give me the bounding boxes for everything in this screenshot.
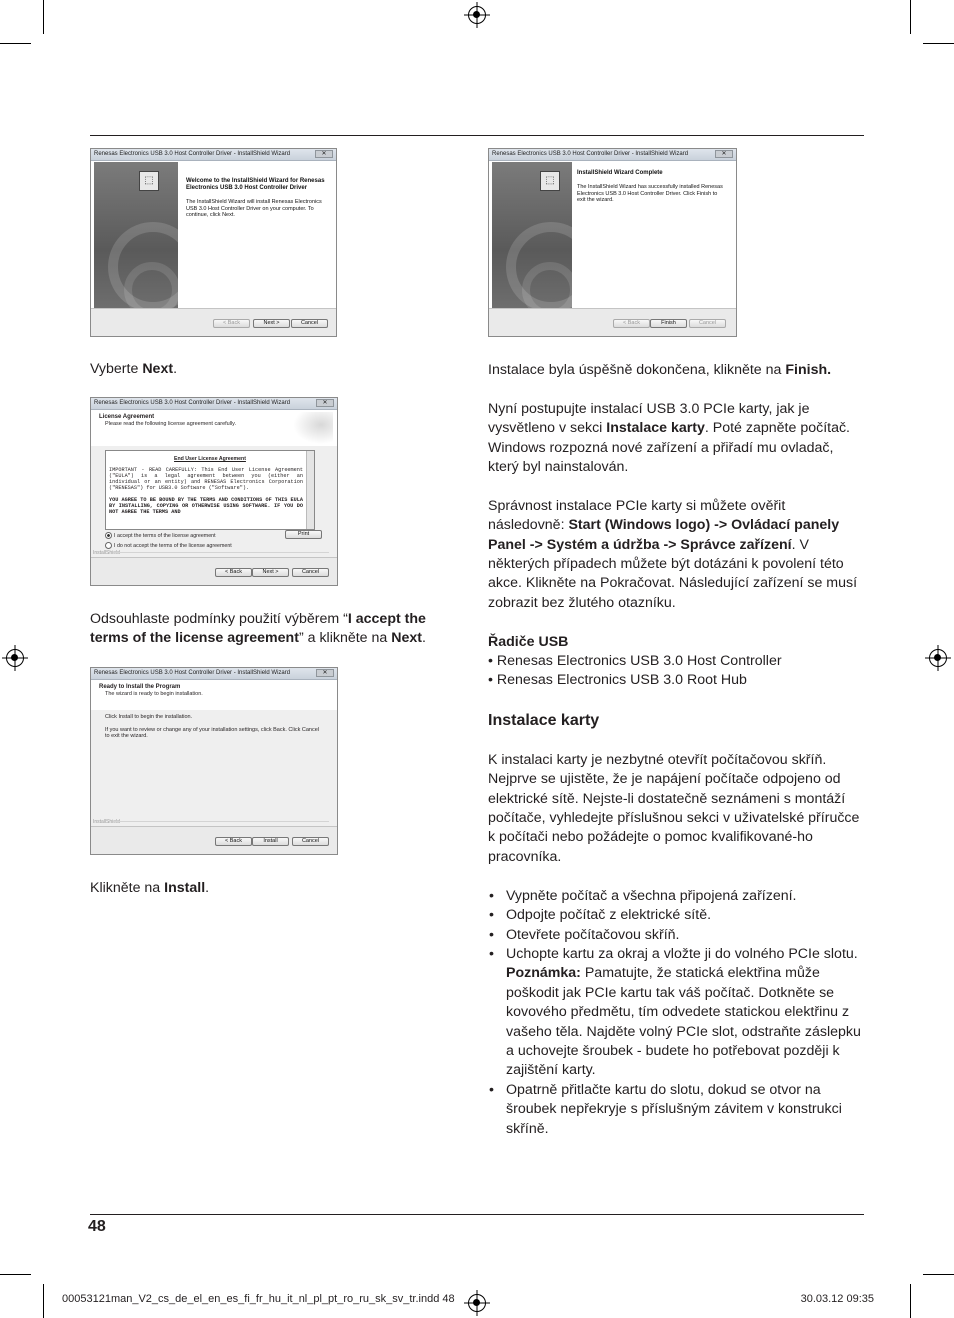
crop-mark bbox=[43, 1284, 44, 1318]
wizard-body bbox=[91, 446, 337, 558]
divider bbox=[113, 552, 329, 553]
list-item: • Otevřete počítačovou skříň. bbox=[488, 926, 864, 945]
eula-paragraph: IMPORTANT - READ CAREFULLY: This End User License Agreement ("EULA") is a legal agreement between you (either an individual or an entity) and RENESAS Electronics Corporation ("RENESAS") for USB3.0 Software ("Software"). bbox=[109, 467, 303, 491]
registration-mark-icon bbox=[468, 6, 486, 24]
crop-mark bbox=[910, 0, 911, 34]
bottom-rule bbox=[90, 1214, 864, 1215]
wizard-heading: InstallShield Wizard Complete bbox=[577, 170, 663, 176]
cancel-button[interactable]: Cancel bbox=[292, 837, 329, 846]
screenshot-complete bbox=[488, 148, 737, 337]
installshield-label: InstallShield bbox=[93, 819, 120, 825]
crop-mark bbox=[0, 1274, 31, 1275]
crop-mark bbox=[910, 1284, 911, 1318]
installer-logo-icon: ⬚ bbox=[540, 171, 560, 191]
scrollbar[interactable] bbox=[306, 451, 314, 529]
ready-line: Click Install to begin the installation. bbox=[105, 714, 193, 720]
back-button[interactable]: < Back bbox=[215, 568, 252, 577]
crop-mark bbox=[923, 43, 954, 44]
wizard-heading: License Agreement bbox=[99, 414, 155, 420]
ready-line: If you want to review or change any of your installation settings, click Back. Click Cancel to exit the wizard. bbox=[105, 726, 319, 739]
finish-paragraph: Instalace byla úspěšně dokončena, klikněte na Finish. bbox=[488, 362, 832, 378]
registration-mark-icon bbox=[6, 649, 24, 667]
screenshot-welcome bbox=[90, 148, 337, 337]
close-icon[interactable]: ✕ bbox=[316, 399, 334, 407]
screenshot-license bbox=[90, 397, 338, 586]
license-text-box[interactable] bbox=[105, 450, 315, 530]
wizard-heading: Ready to Install the Program bbox=[99, 684, 181, 690]
print-button[interactable]: Print bbox=[285, 530, 322, 539]
section-title: Instalace karty bbox=[488, 711, 600, 729]
wizard-footer bbox=[91, 826, 337, 854]
list-item: • Vypněte počítač a všechna připojená zařízení. bbox=[488, 887, 864, 906]
screenshot-ready bbox=[90, 667, 338, 855]
window-title: Renesas Electronics USB 3.0 Host Controller Driver - InstallShield Wizard ✕ bbox=[91, 149, 336, 161]
installer-logo-icon: ⬚ bbox=[139, 171, 159, 191]
footer-date: 30.03.12 09:35 bbox=[800, 1293, 874, 1305]
back-button[interactable]: < Back bbox=[215, 837, 252, 846]
drivers-title: Řadiče USB bbox=[488, 633, 569, 650]
window-title: Renesas Electronics USB 3.0 Host Controller Driver - InstallShield Wizard ✕ bbox=[91, 398, 337, 410]
finish-button[interactable]: Finish bbox=[650, 319, 687, 328]
window-title: Renesas Electronics USB 3.0 Host Controller Driver - InstallShield Wizard ✕ bbox=[91, 668, 337, 680]
wizard-subheading: Please read the following license agreement carefully. bbox=[105, 421, 237, 427]
wizard-side-image bbox=[492, 162, 572, 309]
registration-mark-icon bbox=[468, 1294, 486, 1312]
cancel-button[interactable]: Cancel bbox=[291, 319, 328, 328]
wizard-footer bbox=[91, 557, 337, 585]
eula-paragraph: YOU AGREE TO BE BOUND BY THE TERMS AND CONDITIONS OF THIS EULA BY INSTALLING, COPYING OR OTHERWISE USING SOFTWARE. IF YOU DO NOT AGREE THE TERMS AND bbox=[109, 497, 303, 515]
back-button[interactable]: < Back bbox=[613, 319, 650, 328]
registration-mark-icon bbox=[929, 649, 947, 667]
card-intro-paragraph: K instalaci karty je nezbytné otevřít počítačovou skříň. Nejprve se ujistěte, že je napájení počítače odpojeno od elektrické sítě. Nejste-li dostatečně seznámeni s montáží počítače, vyhledejte příslušnou sekci v uživatelské příručce k počítači nebo požádejte o pomoc kvalifikované-ho pracovníka. bbox=[488, 751, 860, 865]
caption-install: Klikněte na Install. bbox=[90, 880, 210, 896]
list-item: • Odpojte počítač z elektrické sítě. bbox=[488, 906, 864, 925]
wizard-subheading: The wizard is ready to begin installation. bbox=[105, 691, 203, 697]
accept-radio[interactable]: I accept the terms of the license agreement bbox=[105, 532, 216, 539]
installshield-label: InstallShield bbox=[93, 550, 120, 556]
top-rule bbox=[90, 135, 864, 136]
card-install-paragraph: Nyní postupujte instalací USB 3.0 PCIe karty, jak je vysvětleno v sekci Instalace karty. Poté zapněte počítač. Windows rozpozná nové zařízení a přiřadí mu ovladač, který byl nainstalován. bbox=[488, 400, 850, 476]
verify-paragraph: Správnost instalace PCIe karty si můžete ověřit následovně: Start (Windows logo) -> Ovládací panely Panel -> Systém a údržba -> Správce zařízení. V některých případech můžete být dotázáni k povolení této akce. Klikněte na Pokračovat. Následující zařízení se musí zobrazit bez žlutého otazníku. bbox=[488, 497, 858, 611]
page-number: 48 bbox=[88, 1218, 106, 1235]
driver-item: • Renesas Electronics USB 3.0 Host Controller bbox=[488, 653, 782, 670]
next-button[interactable]: Next > bbox=[253, 319, 290, 328]
back-button[interactable]: < Back bbox=[213, 319, 250, 328]
close-icon[interactable]: ✕ bbox=[715, 150, 733, 158]
next-button[interactable]: Next > bbox=[252, 568, 289, 577]
list-item: • Opatrně přitlačte kartu do slotu, dokud se otvor na šroubek nepřekryje s příslušným závitem v konstrukci skříně. bbox=[488, 1081, 864, 1139]
close-icon[interactable]: ✕ bbox=[316, 669, 334, 677]
list-item: • Uchopte kartu za okraj a vložte ji do volného PCIe slotu. Poznámka: Pamatujte, že statická elektřina může poškodit jak PCIe kartu tak váš počítač. Dotkněte se kovového předmětu, tím odvedete statickou elektřinu z vašeho těla. Najděte volný PCIe slot, odstraňte záslepku a uchovejte šroubek - budete ho potřebovat později k zajištění karty. bbox=[488, 945, 864, 1081]
wizard-body bbox=[91, 710, 337, 827]
decline-radio[interactable]: I do not accept the terms of the license agreement bbox=[105, 542, 232, 549]
eula-title: End User License Agreement bbox=[174, 456, 246, 462]
window-title: Renesas Electronics USB 3.0 Host Controller Driver - InstallShield Wizard ✕ bbox=[489, 149, 736, 161]
cancel-button[interactable]: Cancel bbox=[689, 319, 726, 328]
header-graphic bbox=[293, 412, 333, 444]
close-icon[interactable]: ✕ bbox=[315, 150, 333, 158]
wizard-side-image bbox=[94, 162, 178, 309]
cancel-button[interactable]: Cancel bbox=[292, 568, 329, 577]
wizard-heading: Welcome to the InstallShield Wizard for Renesas Electronics USB 3.0 Host Controller Driver bbox=[186, 178, 325, 191]
crop-mark bbox=[0, 43, 31, 44]
install-button[interactable]: Install bbox=[252, 837, 289, 846]
steps-list bbox=[488, 887, 864, 1139]
divider bbox=[113, 821, 329, 822]
right-column bbox=[488, 361, 864, 1139]
footer-file-info: 00053121man_V2_cs_de_el_en_es_fi_fr_hu_it_nl_pl_pt_ro_ru_sk_sv_tr.indd 48 bbox=[62, 1293, 455, 1305]
wizard-body: The InstallShield Wizard has successfully installed Renesas Electronics USB 3.0 Host Controller Driver. Click Finish to exit the wizard. bbox=[577, 184, 723, 203]
crop-mark bbox=[923, 1274, 954, 1275]
wizard-body: The InstallShield Wizard will install Renesas Electronics USB 3.0 Host Controller Driver on your computer. To continue, click Next. bbox=[186, 199, 322, 218]
driver-item: • Renesas Electronics USB 3.0 Root Hub bbox=[488, 672, 747, 689]
caption-accept: Odsouhlaste podmínky použití výběrem “I accept the terms of the license agreement” a klikněte na Next. bbox=[90, 611, 426, 647]
crop-mark bbox=[43, 0, 44, 34]
caption-next: Vyberte Next. bbox=[90, 361, 178, 377]
wizard-content bbox=[572, 162, 733, 309]
wizard-footer bbox=[91, 308, 336, 336]
wizard-footer bbox=[489, 308, 736, 336]
wizard-content bbox=[178, 162, 333, 309]
